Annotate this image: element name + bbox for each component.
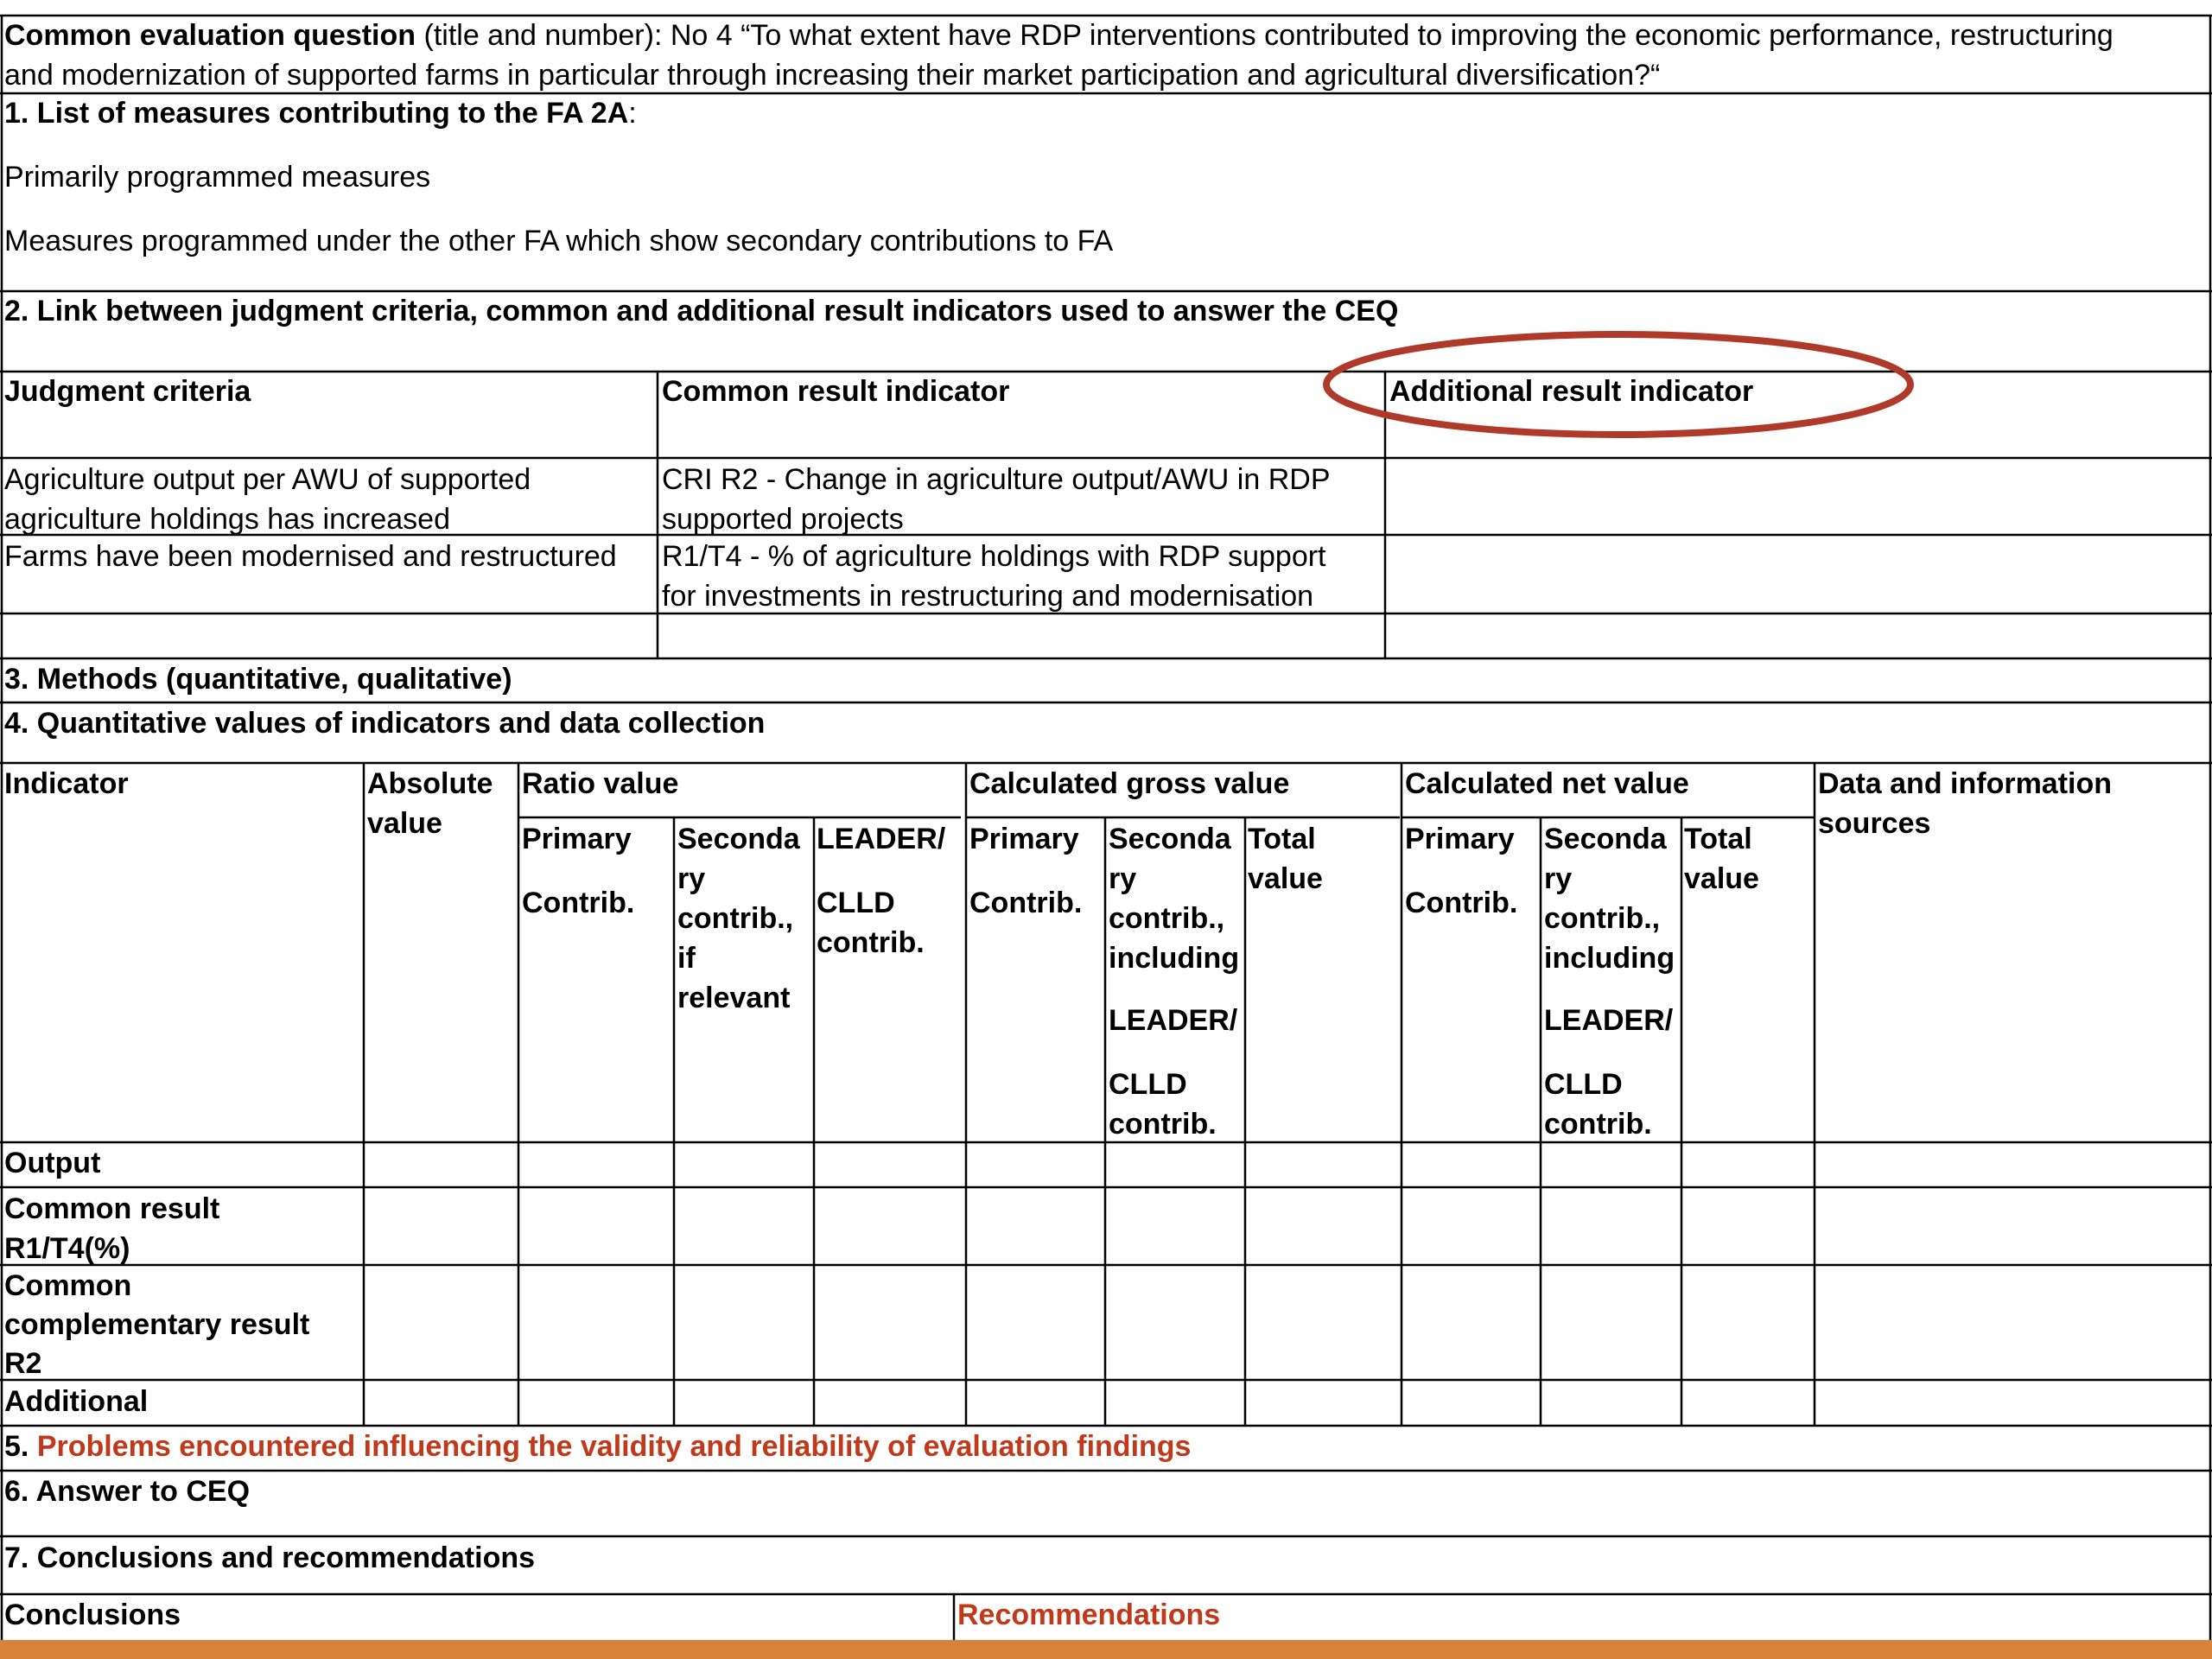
section5-heading: [4, 1427, 1191, 1466]
section1-heading: [4, 93, 637, 133]
absolute-value-header-2: value: [367, 807, 442, 840]
gross-primary-2: Contrib.: [969, 887, 1083, 919]
net-secondary-3: contrib.,: [1544, 902, 1661, 935]
net-primary-2: Contrib.: [1405, 887, 1518, 919]
gross-total-2: value: [1248, 862, 1323, 895]
section7-title: 7. Conclusions and recommendations: [4, 1541, 536, 1574]
ratio-secondary-2: ry: [677, 862, 706, 895]
section1-primary: Primarily programmed measures: [4, 161, 431, 194]
net-value-header: Calculated net value: [1405, 767, 1689, 800]
row-complementary-3: R2: [4, 1347, 42, 1380]
data-sources-header-2: sources: [1818, 807, 1931, 840]
common-row-2-line-2: for investments in restructuring and modernisation: [662, 580, 1314, 613]
conclusions-label: Conclusions: [4, 1599, 181, 1631]
ceq-text-2: and modernization of supported farms in particular through increasing their market participation and agricultural diversification?“: [4, 59, 1661, 92]
ratio-secondary-3: contrib.,: [677, 902, 794, 935]
row-common-result-1: Common result: [4, 1192, 220, 1225]
gross-secondary-5: LEADER/: [1109, 1004, 1238, 1037]
ceq-text-1: (title and number): No 4 “To what extent have RDP interventions contributed to improving the economic performance, restructuring: [416, 19, 2113, 52]
net-secondary-1: Seconda: [1544, 823, 1667, 855]
ceq-label: Common evaluation question: [4, 19, 416, 52]
common-result-indicator-header: Common result indicator: [662, 375, 1010, 408]
section2-title: 2. Link between judgment criteria, common and additional result indicators used to answer the CEQ: [4, 295, 1399, 327]
judgment-row-1-line-2: agriculture holdings has increased: [4, 503, 450, 536]
net-secondary-6: CLLD: [1544, 1068, 1623, 1101]
indicator-header: Indicator: [4, 767, 129, 800]
judgment-row-1-line-1: Agriculture output per AWU of supported: [4, 463, 531, 496]
common-row-1-line-2: supported projects: [662, 503, 904, 536]
gross-secondary-7: contrib.: [1109, 1108, 1217, 1141]
net-secondary-5: LEADER/: [1544, 1004, 1674, 1037]
section1-secondary: Measures programmed under the other FA which show secondary contributions to FA: [4, 225, 1114, 257]
ratio-leader-2: CLLD: [817, 887, 895, 919]
gross-value-header: Calculated gross value: [969, 767, 1290, 800]
section1-colon: :: [628, 97, 637, 130]
footer-band: [0, 1640, 2212, 1659]
ratio-primary-1: Primary: [522, 823, 632, 855]
gross-secondary-4: including: [1109, 942, 1240, 975]
ratio-primary-2: Contrib.: [522, 887, 635, 919]
common-row-2-line-1: R1/T4 - % of agriculture holdings with RDP support: [662, 540, 1326, 573]
gross-total-1: Total: [1248, 823, 1316, 855]
common-row-1-line-1: CRI R2 - Change in agriculture output/AWU in RDP: [662, 463, 1331, 496]
row-additional: Additional: [4, 1385, 149, 1418]
ratio-leader-3: contrib.: [817, 926, 925, 959]
gross-primary-1: Primary: [969, 823, 1079, 855]
gross-secondary-2: ry: [1109, 862, 1137, 895]
section1-title: 1. List of measures contributing to the FA 2A: [4, 97, 629, 130]
row-complementary-1: Common: [4, 1269, 132, 1302]
ratio-secondary-1: Seconda: [677, 823, 800, 855]
section5-number: 5.: [4, 1430, 37, 1463]
gross-secondary-6: CLLD: [1109, 1068, 1187, 1101]
gross-secondary-1: Seconda: [1109, 823, 1231, 855]
row-output: Output: [4, 1147, 101, 1179]
ratio-secondary-4: if: [677, 942, 696, 975]
section5-title: Problems encountered influencing the validity and reliability of evaluation findings: [36, 1430, 1192, 1463]
ceq-line-1: [4, 16, 2113, 55]
net-secondary-4: including: [1544, 942, 1675, 975]
net-primary-1: Primary: [1405, 823, 1515, 855]
net-total-1: Total: [1684, 823, 1752, 855]
ratio-leader-1: LEADER/: [817, 823, 946, 855]
net-secondary-2: ry: [1544, 862, 1573, 895]
row-common-result-2: R1/T4(%): [4, 1232, 130, 1265]
section6-title: 6. Answer to CEQ: [4, 1475, 251, 1508]
judgment-row-2-line-1: Farms have been modernised and restructured: [4, 540, 617, 573]
gross-secondary-3: contrib.,: [1109, 902, 1225, 935]
data-sources-header-1: Data and information: [1818, 767, 2113, 800]
row-complementary-2: complementary result: [4, 1308, 310, 1341]
absolute-value-header-1: Absolute: [367, 767, 493, 800]
section4-title: 4. Quantitative values of indicators and data collection: [4, 707, 766, 740]
ratio-secondary-5: relevant: [677, 982, 791, 1014]
section3-title: 3. Methods (quantitative, qualitative): [4, 663, 512, 696]
judgment-criteria-header: Judgment criteria: [4, 375, 251, 408]
recommendations-label: Recommendations: [957, 1599, 1221, 1631]
net-total-2: value: [1684, 862, 1759, 895]
net-secondary-7: contrib.: [1544, 1108, 1652, 1141]
additional-result-indicator-header: Additional result indicator: [1389, 375, 1754, 408]
ratio-value-header: Ratio value: [522, 767, 679, 800]
